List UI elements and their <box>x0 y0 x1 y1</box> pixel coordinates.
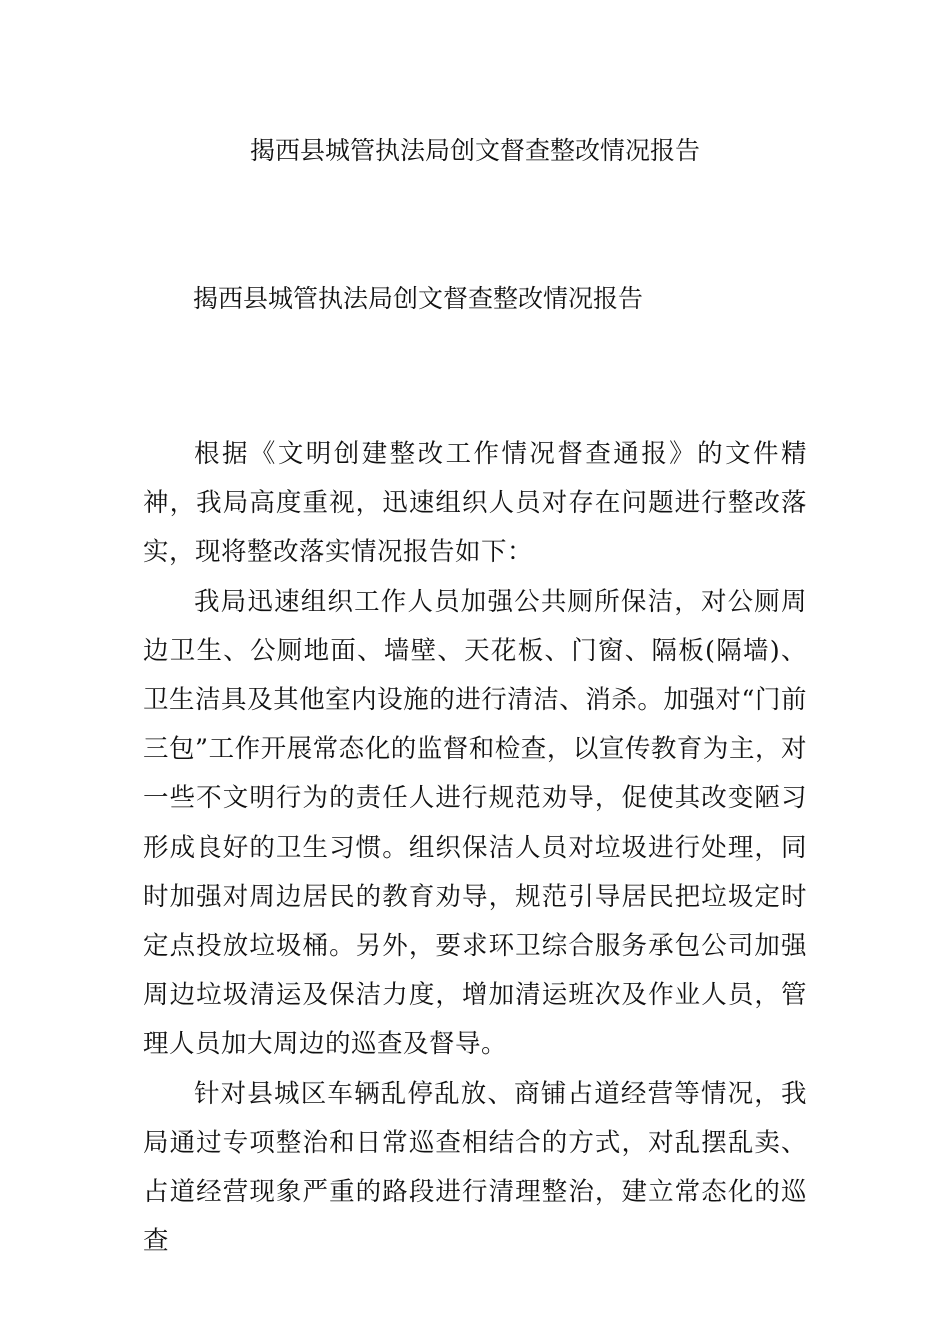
document-title: 揭西县城管执法局创文督查整改情况报告 <box>249 136 700 165</box>
paragraph-intro: 根据《文明创建整改工作情况督查通报》的文件精神，我局高度重视，迅速组织人员对存在问题进行整改落实，现将整改落实情况报告如下： <box>143 439 807 568</box>
document-body <box>143 430 807 1266</box>
paragraph-traffic-vendors: 针对县城区车辆乱停乱放、商铺占道经营等情况，我局通过专项整治和日常巡查相结合的方式，对乱摆乱卖、占道经营现象严重的路段进行清理整治，建立常态化的巡查 <box>143 1078 807 1257</box>
document-subtitle: 揭西县城管执法局创文督查整改情况报告 <box>193 284 644 313</box>
paragraph-toilet-sanitation: 我局迅速组织工作人员加强公共厕所保洁，对公厕周边卫生、公厕地面、墙壁、天花板、门窗、隔板(隔墙)、卫生洁具及其他室内设施的进行清洁、消杀。加强对“门前三包”工作开展常态化的监督和检查，以宣传教育为主，对一些不文明行为的责任人进行规范劝导，促使其改变陋习形成良好的卫生习惯。组织保洁人员对垃圾进行处理，同时加强对周边居民的教育劝导，规范引导居民把垃圾定时定点投放垃圾桶。另外，要求环卫综合服务承包公司加强周边垃圾清运及保洁力度，增加清运班次及作业人员，管理人员加大周边的巡查及督导。 <box>143 586 807 1060</box>
